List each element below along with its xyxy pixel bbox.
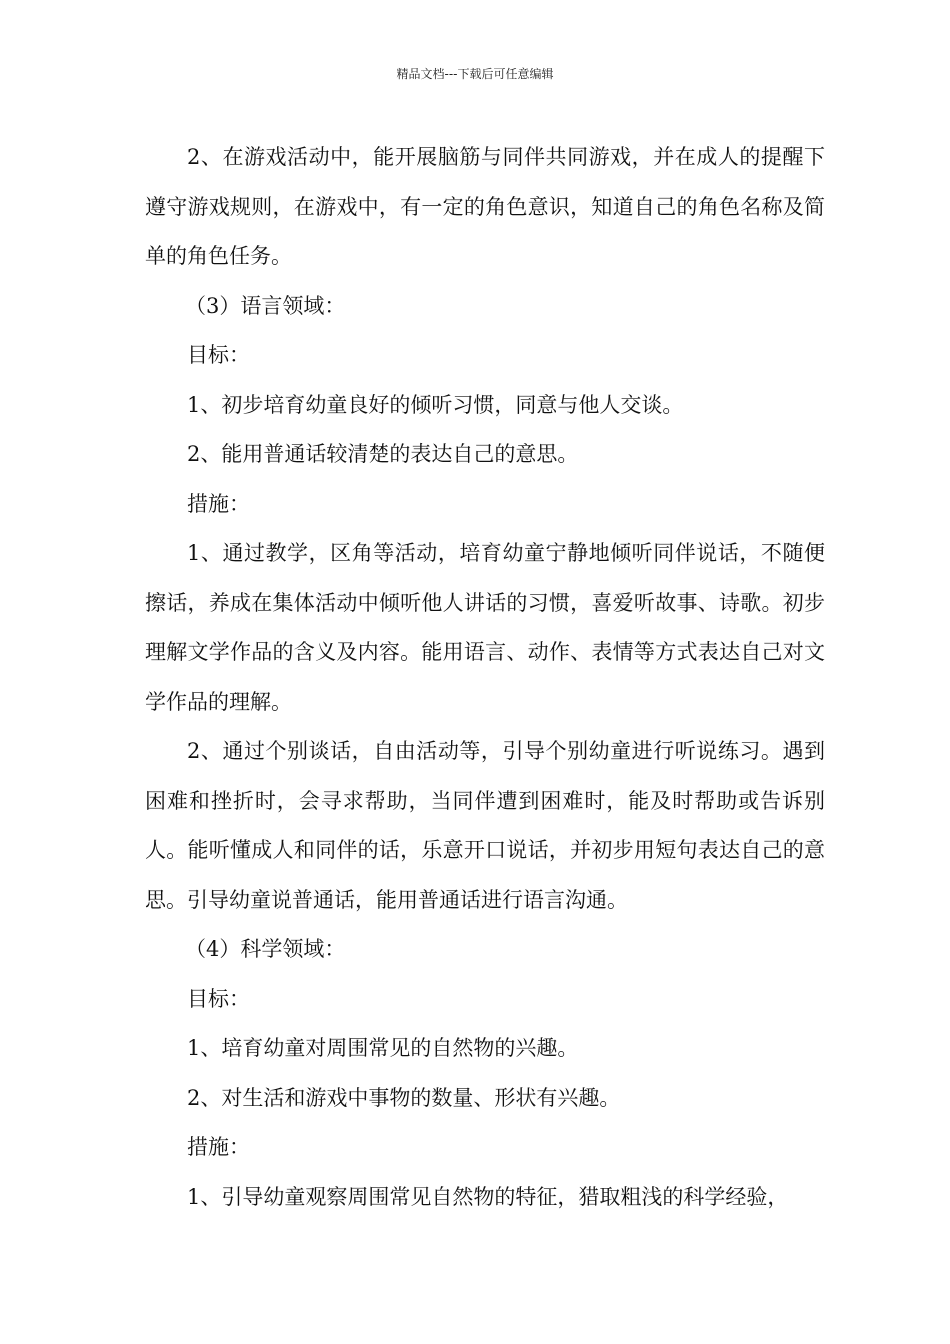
list-item-goal-2: 2、对生活和游戏中事物的数量、形状有兴趣。	[187, 1085, 621, 1110]
page-header: 精品文档---下载后可任意编辑	[396, 67, 554, 81]
label-measures: 措施：	[187, 1135, 250, 1159]
section-heading-language: （3）语言领域：	[185, 293, 346, 318]
list-item-measure-1: 1、引导幼童观察周围常见自然物的特征，猎取粗浅的科学经验，	[187, 1184, 789, 1209]
list-item-measure-1: 1、通过教学，区角等活动，培育幼童宁静地倾听同伴说话，不随便擦话，养成在集体活动中倾听他人讲话的习惯，喜爱听故事、诗歌。初步理解文学作品的含义及内容。能用语言、动作、表情等方式表达自己对文学作品的理解。	[145, 541, 825, 714]
document-body	[145, 133, 825, 1222]
label-goals: 目标：	[187, 343, 250, 367]
list-item-goal-2: 2、能用普通话较清楚的表达自己的意思。	[187, 442, 579, 466]
list-item-goal-1: 1、初步培育幼童良好的倾听习惯，同意与他人交谈。	[187, 392, 684, 417]
list-item-measure-2: 2、通过个别谈话，自由活动等，引导个别幼童进行听说练习。遇到困难和挫折时，会寻求帮助，当同伴遭到困难时，能及时帮助或告诉别人。能听懂成人和同伴的话，乐意开口说话，并初步用短句表达自己的意思。引导幼童说普通话，能用普通话进行语言沟通。	[145, 739, 825, 912]
section-heading-science: （4）科学领域：	[185, 937, 346, 961]
list-item-goal-1: 1、培育幼童对周围常见的自然物的兴趣。	[187, 1036, 579, 1060]
label-goals: 目标：	[187, 986, 250, 1011]
label-measures: 措施：	[187, 491, 250, 516]
paragraph-game-rules: 2、在游戏活动中，能开展脑筋与同伴共同游戏，并在成人的提醒下遵守游戏规则，在游戏中，有一定的角色意识，知道自己的角色名称及简单的角色任务。	[145, 145, 825, 268]
